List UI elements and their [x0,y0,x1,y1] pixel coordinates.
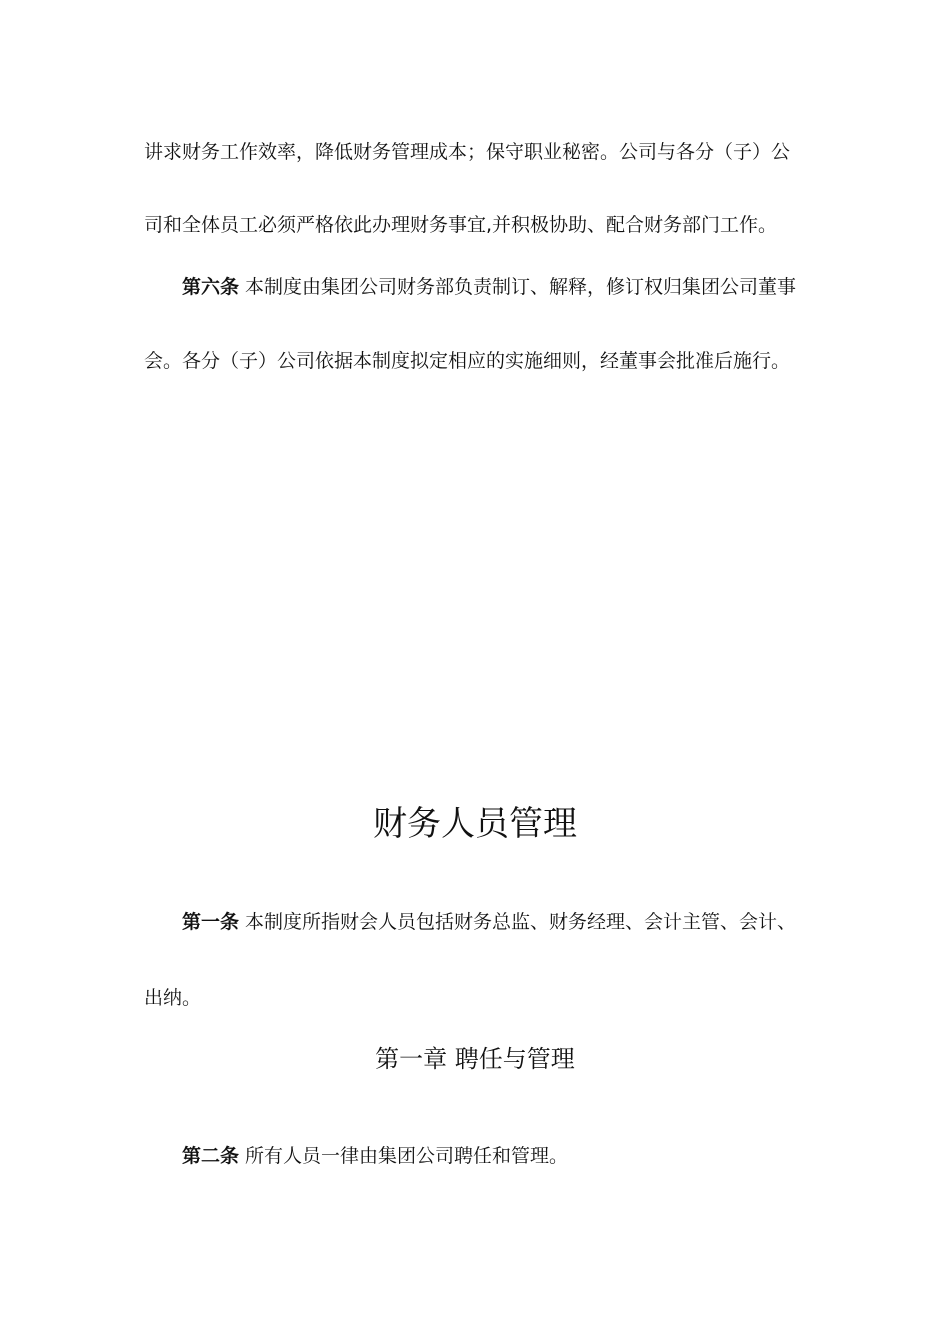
paragraph-line: 司和全体员工必须严格依此办理财务事宜,并积极协助、配合财务部门工作。 [144,214,778,236]
paragraph-line: 讲求财务工作效率，降低财务管理成本；保守职业秘密。公司与各分（子）公 [144,141,791,163]
article-label: 第二条 [182,1145,240,1167]
article-6 [182,273,796,301]
article-2 [182,1142,568,1170]
chapter-title: 第一章 聘任与管理 [375,1045,575,1073]
article-label: 第一条 [182,911,240,933]
article-text: 本制度由集团公司财务部负责制订、解释，修订权归集团公司董事 [245,276,797,298]
article-6-continuation: 会。各分（子）公司依据本制度拟定相应的实施细则，经董事会批准后施行。 [144,350,791,372]
article-1-continuation: 出纳。 [144,987,202,1009]
article-text: 本制度所指财会人员包括财务总监、财务经理、会计主管、会计、 [245,911,797,933]
article-label: 第六条 [182,276,240,298]
article-text: 所有人员一律由集团公司聘任和管理。 [245,1145,569,1167]
article-1 [182,908,796,936]
section-title: 财务人员管理 [373,804,577,844]
